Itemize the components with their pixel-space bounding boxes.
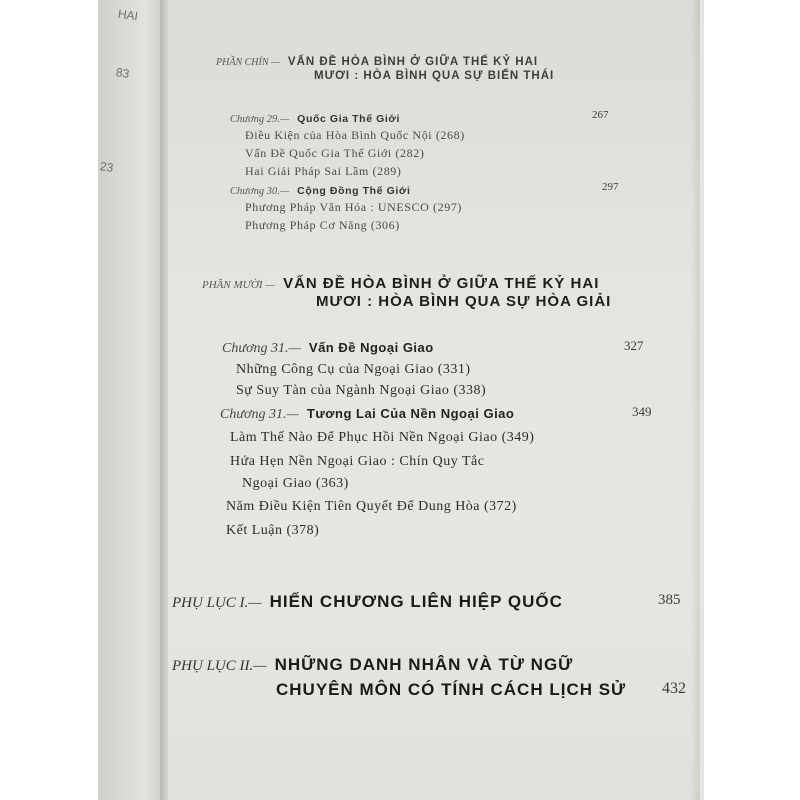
left-page-edge	[98, 0, 166, 800]
ch31-page: 327	[624, 338, 644, 353]
appendix1-row	[172, 592, 563, 612]
ch31-label: Chương 31.—	[222, 341, 301, 356]
toc-entry: Hứa Hẹn Nền Ngoại Giao : Chín Quy Tắc	[230, 454, 485, 469]
appendix1-page: 385	[658, 592, 681, 608]
toc-entry: Phương Pháp Văn Hóa : UNESCO (297)	[245, 200, 463, 214]
ch30-title: Cộng Đồng Thế Giới	[297, 185, 411, 197]
toc-entry: Làm Thế Nào Để Phục Hồi Nền Ngoại Giao (349)	[230, 430, 535, 445]
part10-label: PHẦN MƯỜI —	[202, 279, 276, 291]
appendix1-label: PHỤ LỤC I.—	[172, 595, 262, 611]
appendix2-row	[172, 655, 573, 675]
part10-heading	[202, 275, 599, 293]
toc-page	[168, 0, 700, 800]
ch31-row	[222, 339, 434, 357]
part10-title-line1: VẤN ĐỀ HÒA BÌNH Ở GIỮA THẾ KỶ HAI	[283, 275, 600, 292]
toc-entry: Những Công Cụ của Ngoại Giao (331)	[236, 362, 471, 377]
ch29-title: Quốc Gia Thế Giới	[297, 113, 401, 125]
appendix2-title-line2: CHUYÊN MÔN CÓ TÍNH CÁCH LỊCH SỬ	[276, 680, 627, 699]
appendix2-label: PHỤ LỤC II.—	[172, 658, 267, 674]
left-page-fragment: HAI	[117, 6, 139, 24]
toc-entry: Ngoại Giao (363)	[242, 476, 349, 491]
ch29-label: Chương 29.—	[230, 114, 290, 125]
part10-title-line2: MƯƠI : HÒA BÌNH QUA SỰ HÒA GIẢI	[316, 293, 612, 310]
ch32-label: Chương 31.—	[220, 407, 299, 422]
left-page-fragment: 83	[115, 65, 131, 81]
part9-label: PHẦN CHÍN —	[216, 57, 280, 68]
appendix1-title: HIẾN CHƯƠNG LIÊN HIỆP QUỐC	[269, 592, 563, 611]
toc-entry: Năm Điều Kiện Tiên Quyết Để Dung Hòa (372)	[226, 499, 517, 514]
ch30-label: Chương 30.—	[230, 186, 290, 197]
ch30-page: 297	[602, 181, 619, 193]
appendix2-title-line1: NHỮNG DANH NHÂN VÀ TỪ NGỮ	[274, 655, 574, 674]
part9-heading	[216, 52, 538, 70]
page-edge-shadow	[690, 0, 704, 800]
ch32-row	[220, 405, 514, 423]
toc-entry: Vấn Đề Quốc Gia Thế Giới (282)	[245, 146, 425, 160]
ch29-page: 267	[592, 109, 609, 121]
appendix2-page: 432	[662, 680, 686, 697]
toc-entry: Sự Suy Tàn của Ngành Ngoại Giao (338)	[236, 383, 487, 398]
ch29-row	[230, 109, 400, 127]
toc-entry: Phương Pháp Cơ Năng (306)	[245, 218, 400, 232]
toc-entry: Kết Luận (378)	[226, 523, 320, 538]
ch32-page: 349	[632, 404, 652, 419]
ch32-title: Tương Lai Của Nền Ngoại Giao	[306, 406, 515, 421]
ch31-title: Vấn Đề Ngoại Giao	[308, 340, 434, 355]
toc-entry: Điều Kiện của Hòa Bình Quốc Nội (268)	[245, 128, 465, 142]
part9-title-line1: VẤN ĐỀ HÒA BÌNH Ở GIỮA THẾ KỶ HAI	[287, 56, 539, 68]
toc-entry: Hai Giải Pháp Sai Lầm (289)	[245, 164, 402, 178]
part9-title-line2: MƯƠI : HÒA BÌNH QUA SỰ BIẾN THÁI	[314, 70, 555, 82]
ch30-row	[230, 181, 411, 199]
left-page-fragment: 23	[99, 159, 115, 175]
